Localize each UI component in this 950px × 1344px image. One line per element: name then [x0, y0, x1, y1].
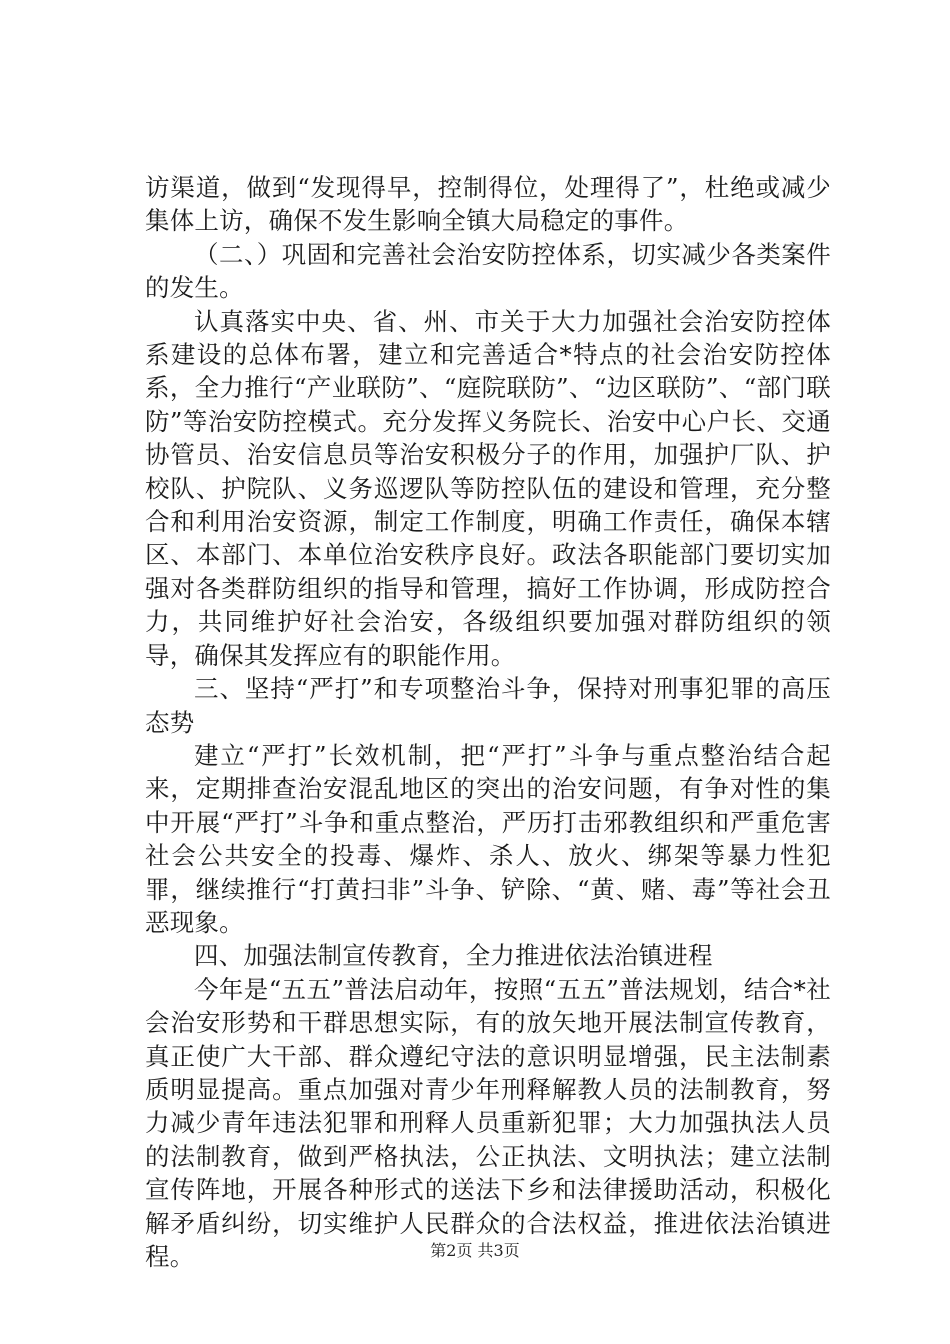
page-footer: 第2页 共3页: [430, 1241, 520, 1260]
section-heading-two: （二、）巩固和完善社会治安防控体系，切实减少各类案件的发生。: [145, 239, 831, 303]
paragraph-body: 建立“严打”长效机制，把“严打”斗争与重点整治结合起来，定期排查治安混乱地区的突出的治安问题，有争对性的集中开展“严打”斗争和重点整治，严历打击邪教组织和严重危害社会公共安全的投毒、爆炸、杀人、放火、绑架等暴力性犯罪，继续推行“打黄扫非”斗争、铲除、“黄、赌、毒”等社会丑恶现象。: [145, 740, 831, 937]
paragraph-body: 今年是“五五”普法启动年，按照“五五”普法规划，结合*社会治安形势和干群思想实际，有的放矢地开展法制宣传教育，真正使广大干部、群众遵纪守法的意识明显增强，民主法制素质明显提高。重点加强对青少年刑释解教人员的法制教育，努力减少青年违法犯罪和刑释人员重新犯罪；大力加强执法人员的法制教育，做到严格执法，公正执法、文明执法；建立法制宣传阵地，开展各种形式的送法下乡和法律援助活动，积极化解矛盾纠纷，切实维护人民群众的合法权益，推进依法治镇进程。: [145, 974, 831, 1271]
paragraph-body: 认真落实中央、省、州、市关于大力加强社会治安防控体系建设的总体布署，建立和完善适合*特点的社会治安防控体系，全力推行“产业联防”、“庭院联防”、“边区联防”、“部门联防”等治安防控模式。充分发挥义务院长、治安中心户长、交通协管员、治安信息员等治安积极分子的作用，加强护厂队、护校队、护院队、义务巡逻队等防控队伍的建设和管理，充分整合和利用治安资源，制定工作制度，明确工作责任，确保本辖区、本部门、本单位治安秩序良好。政法各职能部门要切实加强对各类群防组织的指导和管理，搞好工作协调，形成防控合力，共同维护好社会治安，各级组织要加强对群防组织的领导，确保其发挥应有的职能作用。: [145, 306, 831, 670]
section-heading-four: 四、加强法制宣传教育，全力推进依法治镇进程: [194, 941, 713, 971]
paragraph-continuation: 访渠道，做到“发现得早，控制得位，处理得了”，杜绝或减少集体上访，确保不发生影响全镇大局稳定的事件。: [145, 173, 831, 236]
document-body: [145, 171, 831, 1273]
section-heading-three: 三、坚持“严打”和专项整治斗争，保持对刑事犯罪的高压态势: [145, 674, 831, 737]
